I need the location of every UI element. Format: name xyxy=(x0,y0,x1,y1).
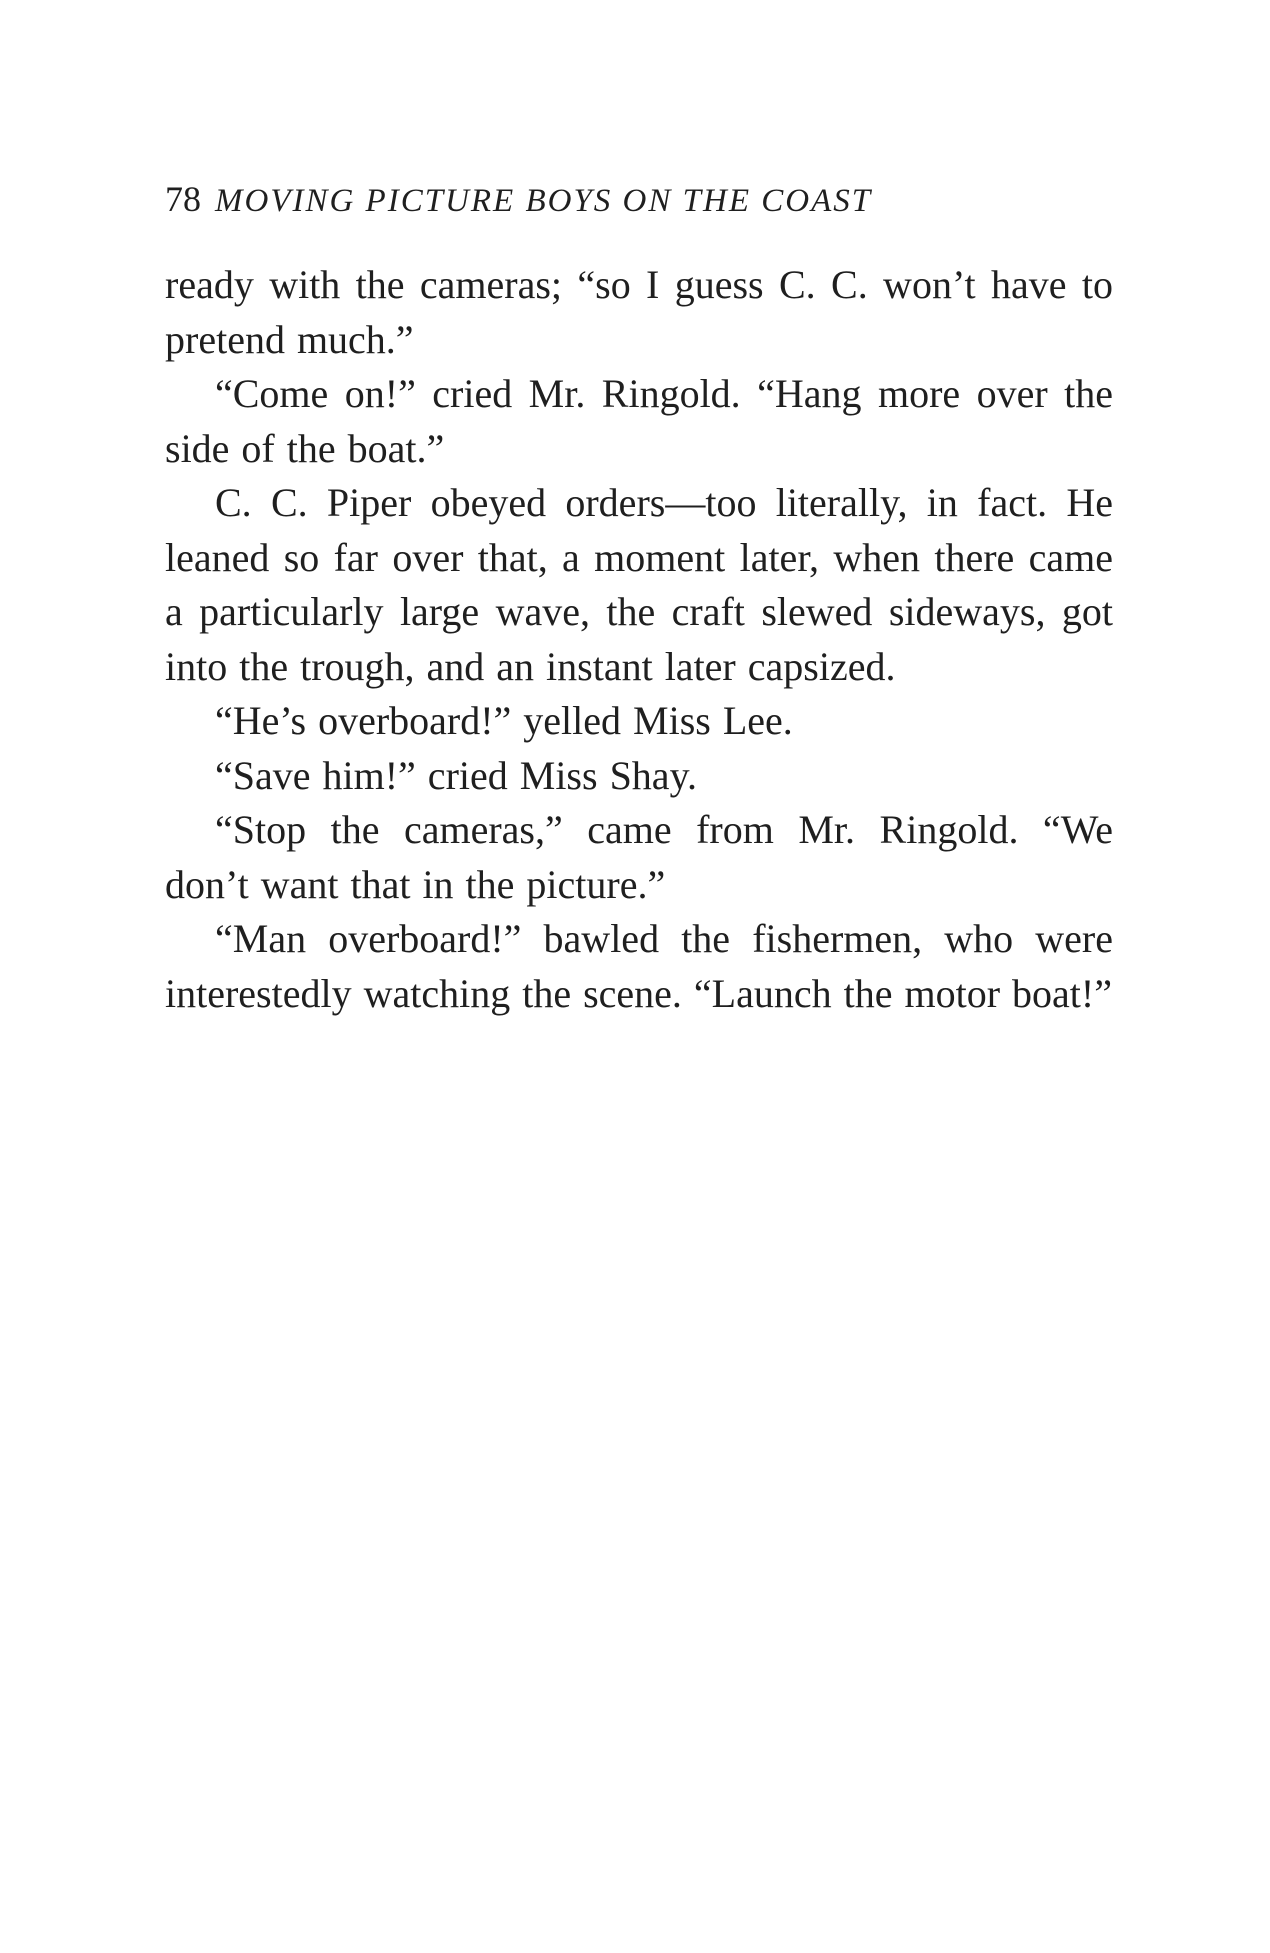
body-text xyxy=(165,258,1113,1021)
paragraph: “He’s overboard!” yelled Miss Lee. xyxy=(215,698,793,743)
page-header xyxy=(165,178,1125,228)
paragraph: “Stop the cameras,” came from Mr. Ringold. “We don’t want that in the picture.” xyxy=(165,807,1113,907)
page-number: 78 xyxy=(165,179,201,219)
paragraph: “Save him!” cried Miss Shay. xyxy=(215,752,697,798)
running-title: MOVING PICTURE BOYS ON THE COAST xyxy=(215,183,873,219)
paragraph: “Come on!” cried Mr. Ringold. “Hang more over the side of the boat.” xyxy=(165,371,1113,471)
paragraph: “Man overboard!” bawled the fishermen, who were interestedly watching the scene. “Launch the motor boat!” xyxy=(165,916,1113,1016)
paragraph: C. C. Piper obeyed orders—too literally, in fact. He leaned so far over that, a moment later, when there came a particularly large wave, the craft slewed sideways, got into the trough, and an instant later capsized. xyxy=(165,480,1113,689)
paragraph: ready with the cameras; “so I guess C. C. won’t have to pretend much.” xyxy=(165,262,1113,362)
